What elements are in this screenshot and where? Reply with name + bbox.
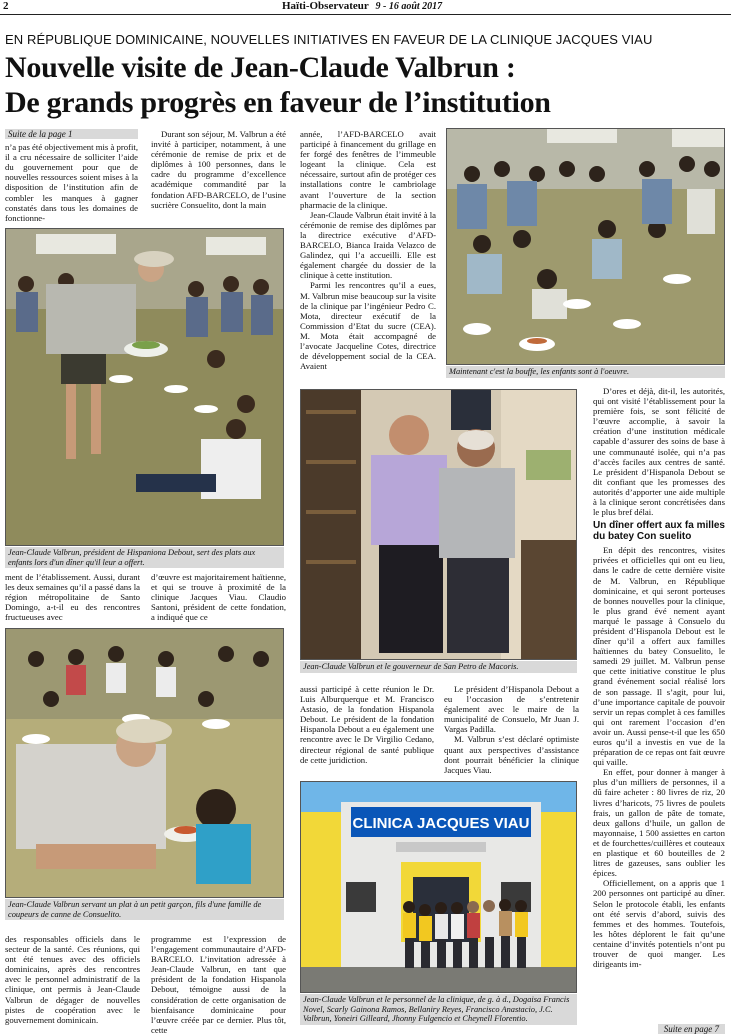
- column-1-mid: [5, 572, 140, 622]
- column-5: [593, 386, 725, 969]
- page-header: [0, 0, 731, 15]
- photo-valbrun-governor: [300, 389, 577, 660]
- continued-from-label: Suite de la page 1: [5, 129, 138, 139]
- photo-4-caption: Jean-Claude Valbrun servant un plat à un petit garçon, fils d'une famille de coupeurs de canne de Consuelito.: [5, 899, 284, 920]
- photo-image: [6, 629, 284, 898]
- paragraph: année, l’AFD-BARCELO avait participé à financement du grillage en fer forgé des fenêtres de l’immeuble logeant la clinique. Cela est nécessaire, surtout afin de protéger ces installations contre le cambriolage avant l’ouverture de la section pharmacie de la clinique.: [300, 129, 436, 210]
- paragraph: En dépit des rencontres, visites privées et officielles qui ont eu lieu, dans le cadre de cette dernière visite de M. Valbrun, en République dominicaine, et qui seront porteuses de bonnes nouvelles pour la clinique, le plus grand évé nement ayant marqué le passage à Consuelo du président d’Hispanola Debout est le dîner qu’il a offert aux familles haïtiennes du batey Consuelito, le samedi 29 juillet. M. Valbrun pense que cette initiative constitue le plus grand événement social réalisé lors de son passage. Il s’agit, pour lui, d’une importance capitale de pouvoir servir un repas complet à ces familles qui ont rarement l’occasion d’en avoir un. Aussi pense-t-il que les 650 euros qu’il a investis en vue de la préparation de ce repas ont fait œuvre qui vaille.: [593, 545, 725, 768]
- paragraph: M. Valbrun s’est déclaré optimiste quant aux perspectives d’assistance dont pourrait bénéficier la clinique Jacques Viau.: [444, 734, 579, 775]
- photo-5-caption: Jean-Claude Valbrun et le personnel de la clinique, de g. à d., Dogaisa Francis Novel, Scarly Gainona Ramos, Bellaniry Reyes, Francisco Anastacio, J.C. Valbrun, Yoneiri Gilleard, Jhonny Fulgencio et Cheynell Florentio.: [300, 994, 577, 1025]
- photo-2-caption: Maintenant c'est la bouffe, les enfants sont à l'oeuvre.: [446, 366, 725, 378]
- headline-line-2: De grands progrès en faveur de l’institution: [5, 86, 551, 119]
- paragraph: En effet, pour donner à manger à plus d’un milliers de personnes, il a dû faire acheter : 80 livres de riz, 20 livres d’haricots, 75 livres de poulets frais, un gallon de pâte de tomate, deux gallons d’huile, un gallon de mayonnaise, 1 500 assiettes en carton et de fourchettes/cuillères et couteaux en plastique et 60 bouteilles de 2 litres de gazeuses, sans oublier les épices.: [593, 767, 725, 879]
- paragraph: D’ores et déjà, dit-il, les autorités, qui ont visité l’établissement pour la première fois, se sont félicité de l’œuvre accomplie, à savoir la création d’une institution médicale capable d’assurer des soins de base à une communauté isolée, qui n’a pas d’accès faciles aux centres de santé. Le président d’Hispanola Debout se dit confiant que les promesses des autorités d’apporter une aide multiple à la clinique seront concrétisées dans le plus bref délai.: [593, 386, 725, 518]
- photo-children-eating: [446, 128, 725, 365]
- paragraph: Jean-Claude Valbrun était invité à la cérémonie de remise des diplômes par la directrice exécutive d’AFD-BARCELO, Bianca Iraida Velazco de Galindez, qui l’a accueilli. Elle est également chargée du dossier de la clinique à cette institution.: [300, 209, 437, 281]
- photo-serving-children: [5, 228, 284, 546]
- headline-line-1: Nouvelle visite de Jean-Claude Valbrun :: [5, 51, 516, 84]
- column-3-top: [300, 129, 436, 371]
- column-1-bottom: [5, 934, 140, 1025]
- paragraph: aussi participé à cette réunion le Dr. Luis Alburquerque et M. Francisco Astasio, de la fondation Hispanola Debout. Le président de la fondation Hispanola Debout a eu également une rencontre avec le Dr Virgilio Cedano, directeur régional de santé publique de cette juridiction.: [300, 684, 434, 765]
- paragraph: Officiellement, on a appris que 1 200 personnes ont participé au dîner. Selon le protocole établi, les enfants ont été servis d’abord, suivis des femmes et des hommes. Toutefois, les hôtes déplorent le fait qu’une centaine d’invités potentiels n’ont pu trouver de quoi manger. Les dirigeants im-: [593, 878, 725, 970]
- masthead: [282, 0, 442, 12]
- photo-clinic-staff: [300, 781, 577, 993]
- article-kicker: EN RÉPUBLIQUE DOMINICAINE, NOUVELLES INITIATIVES EN FAVEUR DE LA CLINIQUE JACQUES VIAU: [5, 32, 653, 47]
- photo-image: [301, 782, 577, 993]
- column-2-top: [151, 129, 286, 210]
- photo-image: [6, 229, 284, 546]
- paragraph: d’œuvre est majoritairement haïtienne, et qui se trouve à proximité de la clinique Jacques Viau. Claudio Santoni, président de cette fondation, a indiqué que ce: [151, 572, 286, 623]
- photo-1-caption: Jean-Claude Valbrun, président de Hispaniona Debout, sert des plats aux enfants lors d'un dîner qu'il leur a offert.: [5, 547, 284, 568]
- paragraph: ment de l’établissement. Aussi, durant les deux semaines qu’il a passé dans la région métropolitaine de Santo Domingo, a-t-il eu des rencontres fructueuses avec: [5, 572, 140, 623]
- issue-date: 9 - 16 août 2017: [375, 1, 443, 12]
- page-number: 2: [3, 0, 9, 12]
- clinic-sign-text: CLINICA JACQUES VIAU: [352, 815, 530, 832]
- photo-serving-boy: [5, 628, 284, 898]
- column-2-bottom: [151, 934, 286, 1035]
- paragraph: Durant son séjour, M. Valbrun a été invité à participer, notamment, à une cérémonie de remise de prix et de diplômes à 100 personnes, dans le cadre du programme d’excellence académique commandité par la fondation AFD-BARCELO, de l’usine sucrière Consuelito, dont la main: [151, 129, 286, 210]
- photo-image: [447, 129, 725, 365]
- continued-on-label: Suite en page 7: [658, 1024, 725, 1034]
- paragraph: programme est l’expression de l’engagement communautaire d’AFD-BARCELO. L’invitation adressée à Jean-Claude Valbrun, en tant que président de la fondation Hispanola Debout, témoigne aussi de la considération de cette organisation de bienfaisance dominicaine pour l’œuvre créée par ce dernier. Plus tôt, cette: [151, 934, 286, 1035]
- paragraph: n’a pas été objectivement mis à profit, il a cru nécessaire de solliciter l’aide du gouvernement pour que de nouvelles ressources soient mises à la disposition de l’institution afin de combler les manques à gagner constatés dans tous les domaines de fonctionne-: [5, 142, 138, 223]
- photo-image: [301, 390, 577, 660]
- paragraph: Le président d’Hispanola Debout a eu l’occasion de s’entretenir également avec le maire de la municipalité de Consuelo, Mr Juan J. Vargas Padilla.: [444, 684, 579, 735]
- section-subhead: Un dîner offert aux fa milles du batey Con suelito: [593, 520, 725, 542]
- paper-name: Haïti-Observateur: [282, 0, 369, 12]
- column-1-top: [5, 129, 138, 223]
- paragraph: Parmi les rencontres qu’il a eues, M. Valbrun mise beaucoup sur la visite de la clinique par l’ingénieur Pedro C. Mota, directeur exécutif de la Commission d’Etat du sucre (CEA). M. Mota était accompagné de l’avocate Jacqueline Cotes, directrice de développement social de la CEA. Avaient: [300, 280, 436, 372]
- photo-3-caption: Jean-Claude Valbrun et le gouverneur de San Petro de Macoris.: [300, 661, 577, 673]
- column-3-bottom: [300, 684, 434, 765]
- column-2-mid: [151, 572, 286, 622]
- column-4-bottom: [444, 684, 579, 775]
- paragraph: des responsables officiels dans le secteur de la santé. Ces réunions, qui ont été tenues avec des officiels dominicains, après des rencontres avec le personnel administratif de la clinique, ont permis à Jean-Claude Valbrun de dégager de nouvelles pistes de coopération avec le gouvernement dominicain.: [5, 934, 140, 1025]
